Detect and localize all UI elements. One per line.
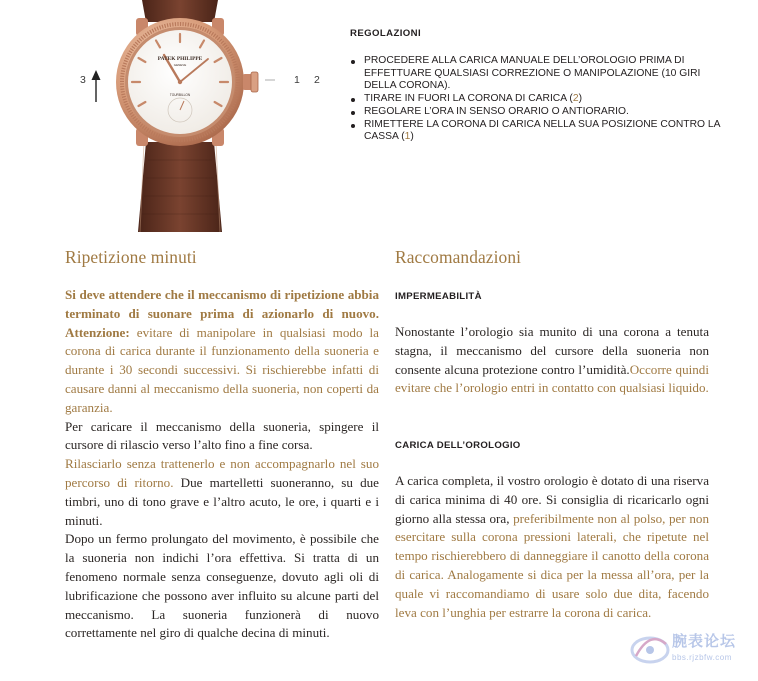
ripetizione-title: Ripetizione minuti [65,247,197,267]
push-arrow-icon [92,70,101,102]
watch-subdial-label: TOURBILLON [169,93,191,97]
watch-illustration [60,0,350,232]
regolazioni-title: REGOLAZIONI [350,28,422,39]
watch-dial [128,30,232,134]
regolazioni-list [350,55,720,144]
list-item: PROCEDERE ALLA CARICA MANUALE DELL’OROLOGIO PRIMA DI EFFETTUARE QUALSIASI CORREZIONE O MANIPOLAZIONE (10 GIRI DELLA CORONA). [350,55,720,93]
watch-brand: PATEK PHILIPPE [157,56,203,62]
impermeabilita-title: IMPERMEABILITÀ [395,291,482,302]
position-label-1: 1 [294,74,300,86]
watermark-text: 腕表论坛 [672,633,737,650]
watch-crown [243,72,258,92]
position-label-3: 3 [80,74,86,86]
list-item: REGOLARE L’ORA IN SENSO ORARIO O ANTIORARIO. [350,106,720,119]
list-item: RIMETTERE LA CORONA DI CARICA NELLA SUA POSIZIONE CONTRO LA CASSA (1) [350,119,720,144]
raccomandazioni-title: Raccomandazioni [395,247,522,267]
position-label-2: 2 [314,74,320,86]
carica-title: CARICA DELL’OROLOGIO [395,440,521,451]
watch-city: GENEVE [173,63,187,67]
position-ref: 2 [572,93,579,105]
watermark-logo-icon [628,626,672,670]
forum-watermark [628,624,752,672]
watermark-url: bbs.rjzbfw.com [672,653,732,662]
carica-text: A carica completa, il vostro orologio è dotato di una riserva di carica minima di 40 ore. Si consiglia di ricaricarlo ogni giorno alla stessa ora, preferibilmente non al polso, per non esercitare sulla corona pressioni laterali, che ripetute nel tempo rischierebbero di danneggiare il canotto della corona di carica. Analogamente si dica per la messa all’ora, per la quale vi raccomandiamo di usare solo due dita, facendo leva con l’unghia per estrarre la corona di carica. [395,473,709,620]
paragraph: Dopo un fermo prolungato del movimento, è possibile che la suoneria non indichi l’ora effettiva. Si tratta di un fenomeno normale senza conseguenze, dovuto agli oli di lubrificazione che possono aver influito su alcune parti del meccanismo. La suoneria funzionerà di nuovo correttamente nel giro di qualche decina di minuti. [65,531,379,641]
paragraph: Per caricare il meccanismo della suoneria, spingere il cursore di rilascio verso l’alto fino a fine corsa. [65,418,379,453]
list-item: TIRARE IN FUORI LA CORONA DI CARICA (2) [350,93,720,106]
paragraph: Si deve attendere che il meccanismo di ripetizione abbia terminato di suonare prima di azionarlo di nuovo. Attenzione: evitare di manipolare in qualsiasi modo la corona di carica durante il funzionamento della suoneria e durante i 30 secondi successivi. Si rischierebbe infatti di causare danni al meccanismo della suoneria, non coperti da garanzia. [65,287,379,415]
position-ref: 1 [404,131,411,143]
impermeabilita-text: Nonostante l’orologio sia munito di una corona a tenuta stagna, il meccanismo del cursore della suoneria non consente alcuna protezione contro l’umidità.Occorre quindi evitare che l’orologio entri in contatto con qualsiasi liquido. [395,324,709,396]
paragraph: Rilasciarlo senza trattenerlo e non accompagnarlo nel suo percorso di ritorno. Due martelletti suoneranno, su due timbri, uno di tono grave e l’altro acuto, le ore, i quarti e i minuti. [65,456,379,528]
lead-text: Si deve attendere che il meccanismo di ripetizione abbia terminato di suonare prima di azionarlo di nuovo. Attenzione: [65,287,379,340]
ripetizione-body [65,286,379,643]
